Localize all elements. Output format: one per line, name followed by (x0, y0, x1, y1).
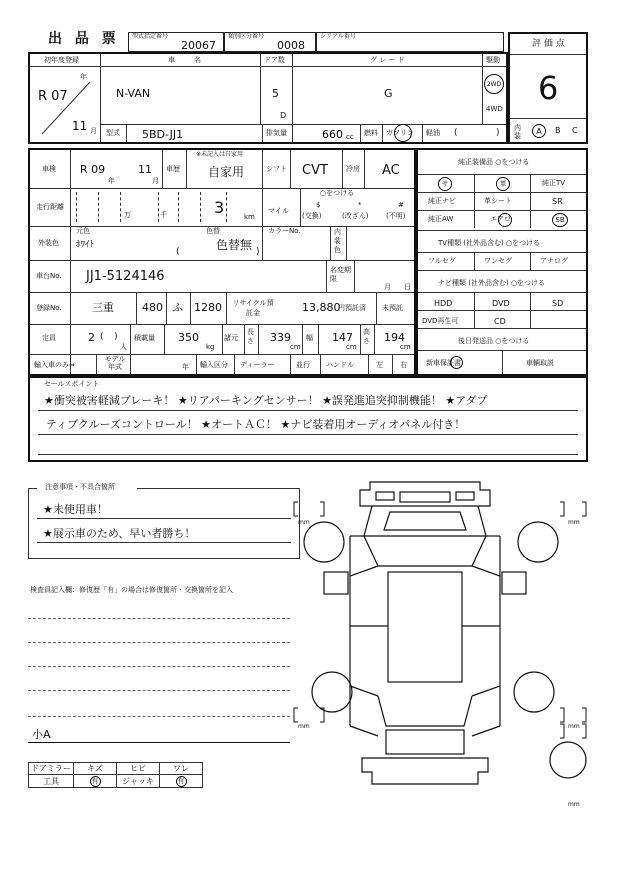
capacity-value: 2 (88, 331, 95, 344)
handle-left[interactable]: 左 (376, 361, 383, 369)
first-reg-year-unit: 年 (80, 73, 87, 81)
tamper-txt[interactable]: (改ざん) (342, 212, 369, 220)
diagram-hood (364, 506, 486, 536)
model-label: 型式 (106, 129, 120, 137)
load-value: 350 (178, 331, 199, 344)
equip-aw[interactable]: 純正AW (428, 215, 454, 223)
tv-one-seg[interactable]: ワンセグ (484, 257, 512, 265)
recycle-none[interactable]: 未預託 (382, 304, 403, 312)
navi-dvd-play[interactable]: DVD再生可 (422, 317, 459, 325)
tv-analog[interactable]: アナログ (540, 257, 568, 265)
equip-aero-circle (498, 213, 512, 227)
grade-value: G (384, 87, 393, 100)
sales-line-1: ★衝突被害軽減ブレーキ！ ★リアパーキングセンサー！ ★誤発進追突抑制機能！ ★アダプ (44, 394, 488, 407)
import-parallel[interactable]: 並行 (296, 361, 310, 369)
class-box (224, 32, 316, 52)
sales-point-block (28, 376, 588, 462)
reg-number: 1280 (194, 301, 222, 314)
drive-label: 駆動 (486, 56, 500, 64)
wid-unit: cm (346, 343, 357, 351)
grade-label: グ レ ー ド (370, 56, 405, 64)
load-label: 積載量 (134, 334, 155, 342)
first-reg-label: 初年度登録 (44, 56, 79, 64)
diagram-windshield (364, 536, 486, 566)
aircon-value: AC (382, 163, 400, 178)
score-box (508, 32, 588, 144)
diagram-wheel-front-left (304, 522, 344, 562)
later-warranty-circle (450, 356, 463, 369)
tools-yes-circled: 有 (91, 777, 99, 785)
equip-tv[interactable]: 純正TV (542, 179, 566, 187)
diagram-spare-wheel (550, 742, 586, 778)
color-paren-open: ( (176, 247, 180, 257)
details-block (28, 148, 416, 376)
dim-label: 諸元 (224, 334, 238, 342)
broken-cell: ワレ (159, 762, 203, 775)
reg-class: 480 (142, 301, 163, 314)
displacement-unit: cc (346, 133, 354, 141)
capacity-unit: 人 (120, 343, 127, 351)
import-dealer[interactable]: ディーラー (240, 361, 275, 369)
car-name: N-VAN (116, 87, 151, 100)
jack-cell: ジャッキ (116, 774, 160, 788)
reg-pref: 三重 (92, 301, 114, 314)
orig-color-value: ﾎﾜｲﾄ (76, 240, 95, 250)
document-title: 出 品 票 (48, 31, 120, 47)
later-manual[interactable]: 車輌取説 (526, 359, 554, 367)
exchange-txt[interactable]: (交換) (302, 212, 322, 220)
capacity-paren-close: ) (114, 332, 118, 342)
import-class-label: 輸入区分 (200, 361, 228, 369)
aircon-label: 冷房 (346, 165, 360, 173)
later-title: 後日発送品 ○をつける (458, 337, 530, 345)
navi-sd[interactable]: SD (552, 299, 564, 308)
chassis-value: JJ1-5124146 (86, 269, 165, 284)
equip-sr[interactable]: SR (552, 197, 563, 206)
inspection-year-unit: 年 (108, 177, 115, 185)
later-warranty[interactable]: 新車保証書 (426, 359, 461, 367)
capacity-label: 定員 (42, 334, 56, 342)
wid-label: 幅 (306, 334, 313, 342)
fuel-label: 燃料 (364, 129, 378, 137)
history-value: 自家用 (208, 165, 245, 179)
mileage-sen-unit: 千 (160, 211, 167, 219)
wid-value: 147 (332, 331, 353, 344)
doors-label: ドア数 (264, 56, 285, 64)
first-reg-month: 11 (72, 119, 88, 133)
color-no-label: カラーNo. (268, 227, 301, 235)
inspector-label: 検査員記入欄：修復歴「有」の場合は修復箇所・交換箇所を記入 (30, 586, 233, 594)
equip-leather-circled[interactable]: 革 (496, 177, 510, 191)
diagram-wheel-rear-left (312, 672, 352, 712)
ext-color-label: 外装色 (38, 239, 59, 247)
mm-rear-left: mm (298, 723, 310, 730)
history-note: ※未記入は自家用 (196, 151, 244, 158)
mile-circle-note: ○をつける (320, 189, 355, 197)
jack-yes-circled: 有 (177, 777, 185, 785)
class-value: 0008 (277, 39, 305, 52)
sales-label: セールスポイント (44, 380, 100, 388)
crack-cell: ヒビ (116, 762, 160, 775)
equip-sb-circled[interactable]: SB (552, 213, 568, 227)
doors-type: D (280, 111, 287, 120)
mile-label: マイル (268, 207, 289, 215)
fuel-gasoline-circle (394, 124, 412, 142)
serial-label: シリアル番号 (320, 33, 356, 40)
doors-value: 5 (272, 87, 279, 100)
len-unit: cm (290, 343, 301, 351)
notes-line-2: ★展示車のため、早い者勝ち！ (43, 527, 196, 540)
equip-aero[interactable]: エアロ (490, 215, 511, 223)
tamper-sym[interactable]: * (358, 201, 362, 209)
displacement-label: 排気量 (266, 129, 287, 137)
tv-full-seg[interactable]: フルセグ (428, 257, 456, 265)
inspection-value: R 09 (80, 163, 106, 176)
model-cert-label: 型式指定番号 (132, 33, 169, 40)
equipment-title: 純正装備品 ○をつける (458, 158, 530, 166)
navi-hdd[interactable]: HDD (434, 299, 453, 308)
recycle-value: 13,880 (302, 301, 341, 314)
fuel-diesel[interactable]: 軽油 (426, 129, 440, 137)
import-label: 輸入車のみ⇒ (34, 361, 75, 369)
equip-navi[interactable]: 純正ナビ (428, 197, 456, 205)
orig-color-label: 元色 (76, 227, 90, 235)
shift-label: シフト (266, 165, 287, 173)
hei-unit: cm (400, 343, 411, 351)
name-change-month: 月 (384, 283, 391, 291)
vehicle-info-block (28, 52, 508, 144)
mileage-km-unit: km (244, 213, 255, 221)
int-color-label: 内装色 (334, 228, 341, 254)
handle-label: ハンドル (326, 361, 354, 369)
len-value: 339 (270, 331, 291, 344)
drive-2wd-circled[interactable]: 2WD (484, 74, 504, 94)
mileage-value: 3 (214, 198, 225, 217)
mm-rear-right: mm (568, 723, 580, 730)
car-name-label: 車 名 (168, 56, 207, 64)
score-label: 評 価 点 (532, 39, 565, 49)
mileage-digit-boxes (76, 192, 226, 222)
scratch-cell: キズ (73, 762, 117, 775)
class-label: 類別区分番号 (228, 33, 265, 40)
drive-4wd[interactable]: 4WD (486, 105, 503, 113)
navi-dvd[interactable]: DVD (492, 299, 510, 308)
navi-cd[interactable]: CD (494, 317, 506, 326)
first-reg-era: R 07 (38, 89, 68, 104)
tools-table (28, 762, 204, 788)
recycle-label: リサイクル預託金 (232, 299, 274, 317)
displacement-value: 660 (322, 128, 343, 141)
name-change-day: 日 (404, 283, 411, 291)
len-label: 長さ (247, 328, 254, 345)
inspection-label: 車検 (42, 165, 56, 173)
notes-label: 注意事項・不具合箇所 (45, 483, 115, 491)
load-unit: kg (206, 343, 215, 351)
model-cert-value: 20067 (181, 39, 216, 52)
equip-leather-seat[interactable]: 革シート (484, 197, 512, 205)
hei-label: 高さ (363, 328, 370, 345)
diagram-wheel-rear-right (514, 672, 554, 712)
history-label: 車歴 (166, 165, 180, 173)
model-value: 5BD-JJ1 (142, 128, 184, 141)
fuel-gasoline[interactable]: ガソリン (386, 129, 414, 137)
equipment-panel (416, 148, 588, 376)
model-year-label: モデル年式 (104, 355, 126, 371)
handle-right[interactable]: 右 (400, 361, 407, 369)
vehicle-diagram (290, 476, 600, 816)
color-change-value: 色替無 (216, 238, 253, 252)
unknown-txt[interactable]: (不明) (386, 212, 406, 220)
model-cert-box (128, 32, 224, 52)
tools-yes-cell[interactable] (73, 774, 117, 788)
inspection-month: 11 (138, 163, 152, 176)
diagram-rear-bumper (362, 758, 488, 784)
recycle-unit: 円預託済 (338, 304, 366, 312)
inspector-note: 小A (32, 728, 51, 741)
paren-open: ( (454, 128, 458, 138)
first-reg-month-unit: 月 (90, 127, 97, 135)
mm-front-right: mm (568, 519, 580, 526)
reg-kana: ふ (172, 301, 183, 314)
door-mirror-cell: ドアミラー (28, 762, 74, 775)
mm-spare: mm (568, 801, 580, 808)
capacity-paren-open: ( (100, 332, 104, 342)
mileage-label: 走行距離 (36, 203, 64, 211)
serial-box (316, 32, 504, 52)
notes-block (28, 483, 300, 559)
diagram-roof (388, 572, 462, 682)
chassis-label: 車台No. (36, 272, 62, 280)
equip-sunroof-circled[interactable]: サ (438, 177, 452, 191)
interior-c[interactable]: C (572, 126, 578, 135)
sales-line-2: ティブクルーズコントロール！ ★オートＡＣ！ ★ナビ装着用オーディオパネル付き！ (46, 418, 466, 431)
paren-close: ) (496, 128, 500, 138)
exchange-sym[interactable]: $ (316, 201, 321, 209)
tools-cell: 工具 (28, 774, 74, 788)
name-change-label: 名変期限 (330, 266, 351, 283)
navi-type-title: ナビ種類 (社外品含む) ○をつける (438, 279, 546, 287)
diagram-wheel-front-right (518, 522, 558, 562)
color-paren-close: ) (256, 247, 260, 257)
unknown-sym[interactable]: # (398, 201, 404, 209)
interior-label: 内装 (514, 124, 521, 140)
tv-type-title: TV種類 (社外品含む) ○をつける (438, 239, 541, 247)
shift-value: CVT (302, 163, 328, 178)
diagram-rear-hatch (378, 696, 472, 726)
interior-b[interactable]: B (555, 126, 561, 135)
inspection-month-unit: 月 (152, 177, 159, 185)
interior-a-circled[interactable]: A (532, 124, 546, 138)
score-value: 6 (538, 69, 559, 107)
mm-front-left: mm (298, 519, 310, 526)
mileage-man-unit: 万 (124, 211, 131, 219)
hei-value: 194 (384, 331, 405, 344)
color-change-label: 色替 (206, 227, 220, 235)
notes-line-1: ★未使用車！ (43, 503, 108, 516)
jack-yes-cell[interactable] (159, 774, 203, 788)
reg-label: 登録No. (36, 304, 62, 312)
model-year-unit: 年 (182, 363, 189, 371)
